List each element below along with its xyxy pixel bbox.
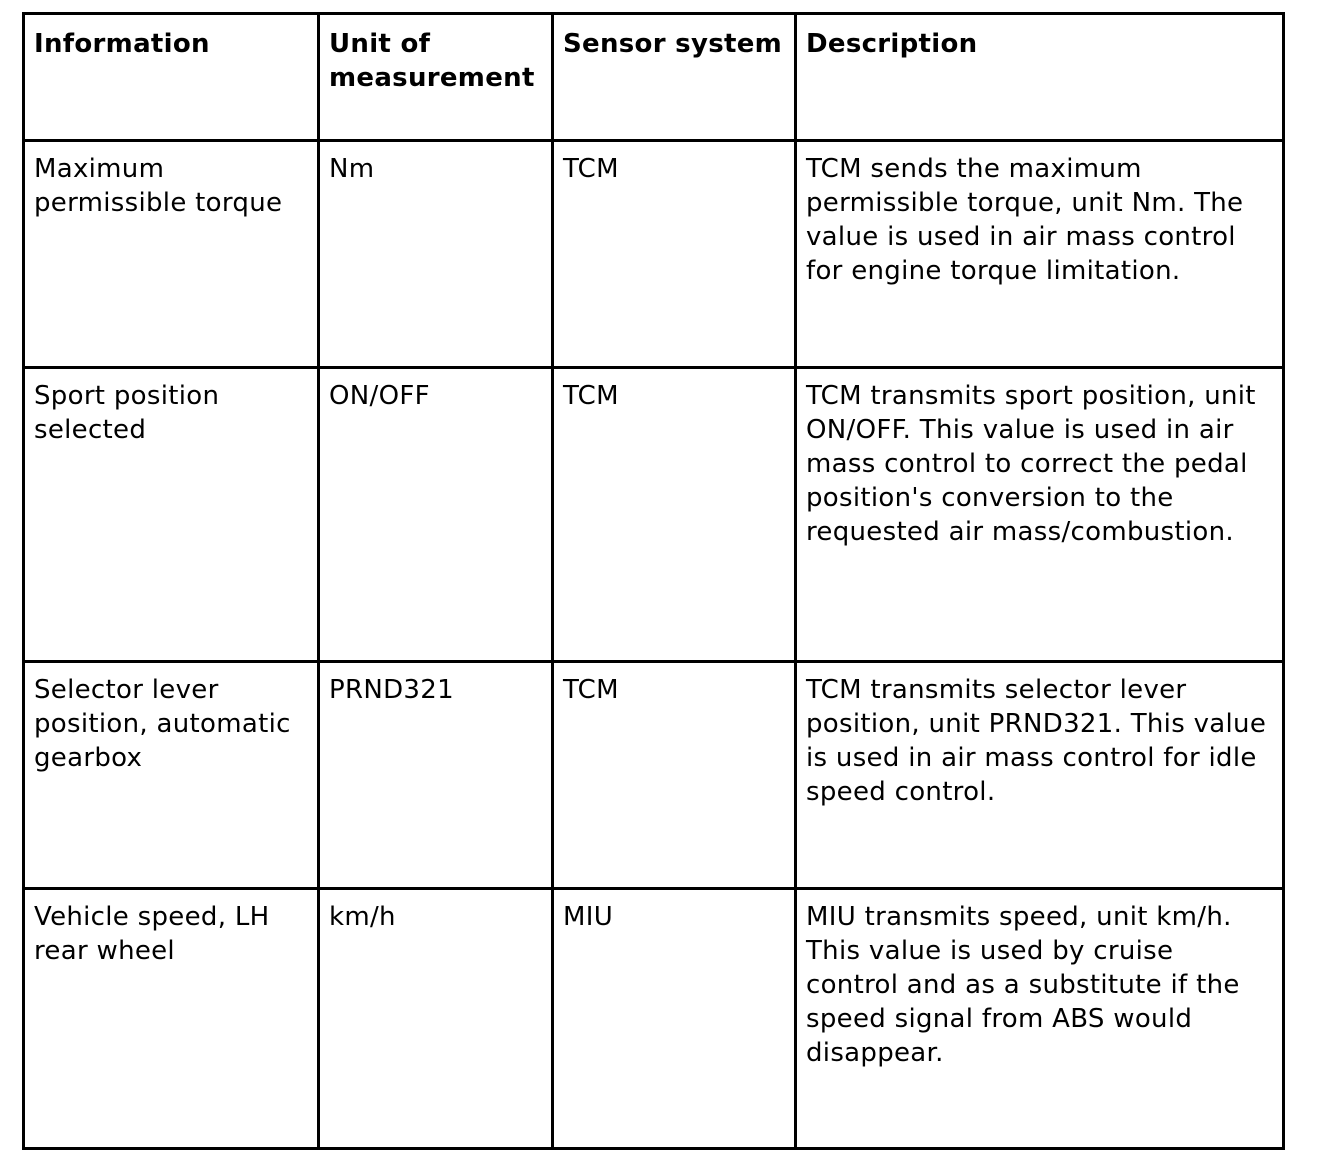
cell-description: TCM transmits sport position, unit ON/OFF. This value is used in air mass control to correct the pedal position's conversion to the requested air mass/combustion. [796,368,1284,662]
table-row [24,141,1284,368]
cell-information: Maximum permissible torque [24,141,319,368]
cell-unit: Nm [319,141,553,368]
cell-description: TCM sends the maximum permissible torque, unit Nm. The value is used in air mass control for engine torque limitation. [796,141,1284,368]
cell-sensor: TCM [553,662,796,889]
header-information: Information [24,14,319,141]
header-unit: Unit of measurement [319,14,553,141]
cell-unit: ON/OFF [319,368,553,662]
cell-information: Sport position selected [24,368,319,662]
cell-sensor: TCM [553,141,796,368]
table-row [24,368,1284,662]
info-table [22,12,1285,1150]
cell-sensor: TCM [553,368,796,662]
cell-description: TCM transmits selector lever position, unit PRND321. This value is used in air mass control for idle speed control. [796,662,1284,889]
cell-unit: km/h [319,889,553,1149]
cell-information: Vehicle speed, LH rear wheel [24,889,319,1149]
table-row [24,662,1284,889]
cell-description: MIU transmits speed, unit km/h. This value is used by cruise control and as a substitute if the speed signal from ABS would disappear. [796,889,1284,1149]
table-row [24,889,1284,1149]
header-description: Description [796,14,1284,141]
header-row [24,14,1284,141]
cell-unit: PRND321 [319,662,553,889]
header-sensor: Sensor system [553,14,796,141]
cell-information: Selector lever position, automatic gearbox [24,662,319,889]
cell-sensor: MIU [553,889,796,1149]
